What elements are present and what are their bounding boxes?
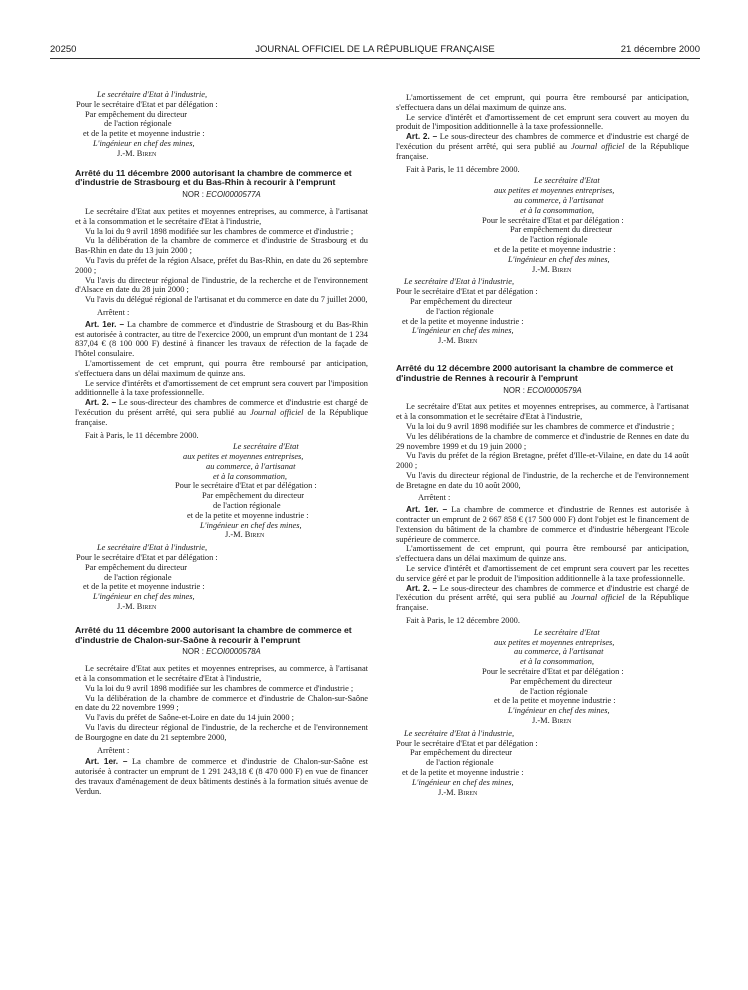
paragraph: Vu l'avis du préfet de la région Alsace, préfet du Bas-Rhin, en date du 26 septembre 2000 ; [75,255,368,275]
signature-line: de l'action régionale [520,686,588,696]
signature-line: de l'action régionale [213,501,281,511]
article-2 [396,132,689,161]
paragraph: Vu la loi du 9 avril 1898 modifiée sur les chambres de commerce et d'industrie ; [85,683,354,693]
paragraph: Vu la délibération de la chambre de commerce et d'industrie de Strasbourg et du Bas-Rhin en date du 13 juin 2000 ; [75,236,368,256]
paragraph: Vu la loi du 9 avril 1898 modifiée sur les chambres de commerce et d'industrie ; [85,226,354,236]
nor-code: ECOI0000577A [206,190,261,200]
paragraph: Le service d'intérêts et d'amortissement de cet emprunt sera couvert par l'imposition additionnelle à la taxe professionnelle. [75,378,368,398]
paragraph: Vu l'avis du directeur régional de l'industrie, de la recherche et de l'environnement d'Alsace en date du 28 juin 2000 ; [75,275,368,295]
done-at-line: Fait à Paris, le 11 décembre 2000. [406,164,520,174]
signature-line: et à la consommation, [520,657,594,667]
nor-label: NOR : [182,647,204,657]
nor-reference [75,647,368,657]
article-text: Le sous-directeur des chambres de commerce et d'industrie est chargé de l'exécution du présent arrêté, qui sera publié au [396,132,689,151]
signature-line: L'ingénieur en chef des mines, [93,138,195,148]
signature-line: Le secrétaire d'Etat [534,176,600,186]
signature-line: L'ingénieur en chef des mines, [412,777,514,787]
signature-line: de l'action régionale [520,235,588,245]
page-header [50,44,700,58]
nor-label: NOR : [182,190,204,200]
signatory-name: J.-M. Biren [438,787,478,797]
paragraph: Vu l'avis du directeur régional de l'industrie, de la recherche et de l'environnement de Bretagne en date du 10 août 2000, [396,470,689,490]
arretent-heading: Arrêtent : [97,307,130,317]
signatory-name: J.-M. Biren [532,716,572,726]
article-text: Le sous-directeur des chambres de commerce et d'industrie est chargé de l'exécution du présent arrêté, qui sera publié au [396,583,689,603]
signature-line: Le secrétaire d'Etat [233,442,299,452]
decree-title: Arrêté du 12 décembre 2000 autorisant la chambre de commerce et d'industrie de Rennes à recourir à l'emprunt [396,362,674,383]
journal-officiel-ref: Journal officiel [571,141,625,151]
paragraph: L'amortissement de cet emprunt, qui pourra être remboursé par anticipation, s'effectuera dans un délai maximum de quinze ans. [396,93,689,112]
paragraph: Le secrétaire d'Etat aux petites et moyennes entreprises, au commerce, à l'artisanat et à la consommation et le secrétaire d'Etat à l'industrie, [75,664,368,684]
signature-block [75,543,368,612]
article-text: Le sous-directeur des chambres de commerce et d'industrie est chargé de l'exécution du présent arrêté, qui sera publié au [75,398,368,417]
article-label: Art. 1er. – [85,319,125,329]
article-label: Art. 1er. – [85,757,128,767]
nor-code: ECOI0000578A [206,647,261,657]
article-text: de la République française. [75,407,368,427]
article-1 [396,505,689,544]
signature-line: de l'action régionale [426,758,494,768]
signature-line: Par empêchement du directeur [510,676,613,686]
signature-line: Par empêchement du directeur [85,109,188,119]
paragraph: Vu l'avis du préfet de la région Bretagne, préfet d'Ille-et-Vilaine, en date du 14 août 2000 ; [396,451,689,471]
signature-line: Par empêchement du directeur [410,748,513,758]
paragraph: Le secrétaire d'Etat aux petites et moyennes entreprises, au commerce, à l'artisanat et à la consommation et le secrétaire d'Etat à l'industrie, [75,206,368,226]
nor-code: ECOI0000579A [527,385,582,395]
journal-officiel-ref: Journal officiel [250,407,304,417]
arretent-heading: Arrêtent : [97,745,130,755]
signatory-name: J.-M. Biren [117,602,157,612]
signature-line: aux petites et moyennes entreprises, [183,452,304,462]
article-label: Art. 1er. – [406,505,448,515]
paragraph: L'amortissement de cet emprunt, qui pourra être remboursé par anticipation, s'effectuera dans un délai maximum de quinze ans. [396,544,689,564]
journal-officiel-ref: Journal officiel [571,593,625,603]
article-text: de la République française. [396,593,689,613]
signature-line: et de la petite et moyenne industrie : [494,696,616,706]
done-at-line: Fait à Paris, le 12 décembre 2000. [406,616,520,626]
signature-line: L'ingénieur en chef des mines, [508,706,610,716]
paragraph: Vu l'avis du préfet de Saône-et-Loire en date du 14 juin 2000 ; [85,713,294,723]
signature-line: Le secrétaire d'Etat [534,627,600,637]
nor-label: NOR : [503,385,525,395]
signature-line: au commerce, à l'artisanat [514,647,604,657]
signatory-name: J.-M. Biren [438,336,478,346]
paragraph: Vu la délibération de la chambre de commerce et d'industrie de Chalon-sur-Saône en date du 22 novembre 1999 ; [75,693,368,713]
signature-line: Par empêchement du directeur [85,562,188,572]
signature-line: et de la petite et moyenne industrie : [83,129,205,139]
signatory-name: J.-M. Biren [117,148,157,158]
header-rule [50,58,700,59]
article-label: Art. 2. – [85,398,117,408]
signature-line: L'ingénieur en chef des mines, [200,520,302,530]
signature-line: Pour le secrétaire d'Etat et par délégation : [76,99,218,109]
nor-reference [75,190,368,200]
signature-block [396,176,689,274]
signature-line: et à la consommation, [213,471,287,481]
paragraph: Vu les délibérations de la chambre de commerce et d'industrie de Rennes en date du 29 novembre 1999 et du 19 juin 2000 ; [396,431,689,451]
paragraph: Vu l'avis du directeur régional de l'industrie, de la recherche et de l'environnement de Bourgogne en date du 21 septembre 2000, [75,723,368,742]
decree-title: Arrêté du 11 décembre 2000 autorisant la chambre de commerce et d'industrie de Chalon-sur-Saône à recourir à l'emprunt [75,624,352,645]
article-text: La chambre de commerce et d'industrie de Strasbourg et du Bas-Rhin est autorisée à contracter, au titre de l'exercice 2000, un emprunt d'un montant de 1 234 837,04 € (8 100 000 F) destiné à financer les travaux de réfection de la façade de l'hôtel consulaire. [75,319,369,359]
signature-line: Par empêchement du directeur [410,296,513,306]
signature-block [75,442,368,540]
right-column [396,93,689,797]
signatory-name: J.-M. Biren [225,530,265,540]
signature-line: et de la petite et moyenne industrie : [402,768,524,777]
article-text: La chambre de commerce et d'industrie de Rennes est autorisée à contracter un emprunt de 2 667 858 € (17 500 000 F) dont l'objet est le financement de l'extension du bâtiment de la chambre de commerce et d'industrie hébergeant l'Ecole supérieure de commerce. [396,505,689,544]
signature-line: de l'action régionale [426,306,494,316]
paragraph: L'amortissement de cet emprunt, qui pourra être remboursé par anticipation, s'effectuera dans un délai maximum de quinze ans. [75,358,368,378]
arretent-heading: Arrêtent : [418,493,451,503]
signature-line: et de la petite et moyenne industrie : [402,316,524,326]
paragraph: Le service d'intérêt et d'amortissement de cet emprunt sera couvert par les recettes du service géré et par le produit de l'imposition additionnelle à la taxe professionnelle. [396,564,689,583]
paragraph: Le secrétaire d'Etat aux petites et moyennes entreprises, au commerce, à l'artisanat et à la consommation et le secrétaire d'Etat à l'industrie, [396,402,689,422]
article-text: de la République française. [396,141,689,161]
signature-block [75,90,368,159]
signature-line: Par empêchement du directeur [202,491,305,501]
article-text: La chambre de commerce et d'industrie de Chalon-sur-Saône est autorisée à contracter un emprunt de 1 291 243,18 € (8 470 000 F) en vue de financer des travaux d'aménagement de deux bâtiments destinés à la formation situés avenue de Verdun. [75,757,368,796]
signature-line: de l'action régionale [104,119,172,129]
signature-line: aux petites et moyennes entreprises, [494,637,615,647]
paragraph: Le service d'intérêt et d'amortissement de cet emprunt sera couvert au moyen du produit de l'imposition additionnelle à la taxe professionnelle. [396,112,689,132]
signature-line: Pour le secrétaire d'Etat et par délégation : [396,287,538,297]
signature-line: et de la petite et moyenne industrie : [494,244,616,254]
article-1 [75,757,368,796]
signature-line: et à la consommation, [520,205,594,215]
nor-reference [396,386,689,396]
signature-block [396,628,689,726]
paragraph: Vu la loi du 9 avril 1898 modifiée sur les chambres de commerce et d'industrie ; [406,421,675,431]
done-at-line: Fait à Paris, le 11 décembre 2000. [85,430,199,440]
signature-line: L'ingénieur en chef des mines, [412,326,514,336]
signature-line: Pour le secrétaire d'Etat et par délégation : [175,481,317,491]
signature-line: aux petites et moyennes entreprises, [494,186,615,196]
signature-line: au commerce, à l'artisanat [514,195,604,205]
signature-line: de l'action régionale [104,572,172,582]
signature-line: Pour le secrétaire d'Etat et par délégation : [482,215,624,225]
signature-block [396,277,689,346]
article-2 [396,584,689,613]
signature-line: au commerce, à l'artisanat [206,461,296,471]
signature-line: Le secrétaire d'Etat à l'industrie, [97,90,208,99]
decree-title: Arrêté du 11 décembre 2000 autorisant la chambre de commerce et d'industrie de Strasbourg et du Bas-Rhin à recourir à l'emprunt [75,167,352,188]
page-number: 20250 [50,44,77,55]
signature-line: Pour le secrétaire d'Etat et par délégation : [76,553,218,563]
signature-line: Le secrétaire d'Etat à l'industrie, [404,728,515,738]
signature-line: Pour le secrétaire d'Etat et par délégation : [482,667,624,677]
signature-line: L'ingénieur en chef des mines, [508,254,610,264]
article-2 [75,398,368,427]
signature-line: Pour le secrétaire d'Etat et par délégation : [396,738,538,748]
journal-title: JOURNAL OFFICIEL DE LA RÉPUBLIQUE FRANÇAISE [255,44,495,55]
signatory-name: J.-M. Biren [532,264,572,274]
signature-block [396,729,689,798]
signature-line: L'ingénieur en chef des mines, [93,592,195,602]
paragraph: Vu l'avis du délégué régional de l'artisanat et du commerce en date du 7 juillet 2000, [85,295,368,305]
signature-line: Le secrétaire d'Etat à l'industrie, [97,543,208,553]
signature-line: et de la petite et moyenne industrie : [187,510,309,520]
signature-line: Le secrétaire d'Etat à l'industrie, [404,277,515,287]
article-label: Art. 2. – [406,132,438,142]
article-label: Art. 2. – [406,583,438,593]
article-1 [75,320,368,359]
signature-line: et de la petite et moyenne industrie : [83,582,205,592]
issue-date: 21 décembre 2000 [620,44,700,55]
signature-line: Par empêchement du directeur [510,225,613,235]
left-column [75,90,368,797]
